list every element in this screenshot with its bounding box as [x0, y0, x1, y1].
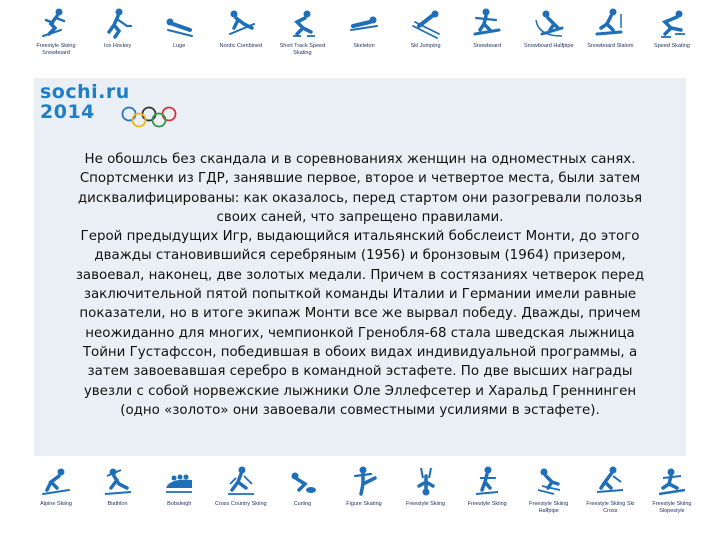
sport-item — [398, 464, 454, 514]
sport-item — [398, 6, 454, 56]
article-text — [40, 150, 680, 420]
text-line: Тойни Густафссон, победившая в обоих видах индивидуальной программы, а — [82, 344, 638, 360]
bobsleigh-icon — [162, 464, 196, 498]
sport-label: Figure Skating — [346, 501, 382, 507]
speed-skating-icon — [655, 6, 689, 40]
sport-label: Biathlon — [107, 501, 128, 507]
sport-item — [274, 464, 330, 514]
sport-label: Luge — [173, 43, 186, 49]
sport-label: Snowboard Slalom — [587, 43, 634, 49]
text-line: показатели, но в итоге экипаж Монти все же вырвал победу. Дважды, причем — [79, 306, 641, 322]
nordic-combined-icon — [224, 6, 258, 40]
sport-item — [644, 464, 700, 514]
sochi-2014-logo — [40, 82, 180, 130]
sport-item — [336, 464, 392, 514]
sport-item — [274, 6, 330, 56]
sport-item — [151, 6, 207, 56]
sport-label: Freestyle Skiing — [405, 501, 446, 507]
snowboard-halfpipe-icon — [532, 6, 566, 40]
bottom-sports-row — [28, 464, 700, 514]
sport-label: Freestyle Skiing Snowboard — [36, 43, 76, 56]
sport-item — [459, 6, 515, 56]
sport-item — [213, 6, 269, 56]
freestyle-halfpipe-icon — [532, 464, 566, 498]
sport-item — [151, 464, 207, 514]
figure-skating-icon — [347, 464, 381, 498]
sport-label: Alpine Skiing — [40, 501, 72, 507]
olympic-rings-icon — [120, 106, 178, 128]
sport-item — [521, 464, 577, 514]
freestyle-aerials-icon — [409, 464, 443, 498]
sport-label: Freestyle Skiing Halfpipe — [529, 501, 569, 514]
sport-item — [213, 464, 269, 514]
text-line: Не обошлсь без скандала и в соревнованиях женщин на одноместных санях. — [84, 152, 636, 167]
cross-country-icon — [224, 464, 258, 498]
ski-jumping-icon — [409, 6, 443, 40]
logo-line-2: 2014 — [40, 101, 95, 123]
sport-label: Ice Hockey — [103, 43, 132, 49]
sport-item — [28, 464, 84, 514]
sport-item — [90, 464, 146, 514]
biathlon-icon — [101, 464, 135, 498]
text-line: Спортсменки из ГДР, занявшие первое, второе и четвертое места, были затем — [79, 171, 641, 187]
sport-label: Snowboard Halfpipe — [523, 43, 574, 49]
snowboard-slalom-icon — [593, 6, 627, 40]
curling-icon — [285, 464, 319, 498]
sport-label: Curling — [293, 501, 312, 507]
sport-label: Bobsleigh — [167, 501, 192, 507]
text-line: затем завоевавшая серебро в командной эстафете. По две высших награды — [87, 364, 633, 380]
sport-item — [459, 464, 515, 514]
sport-item — [644, 6, 700, 56]
sport-item — [90, 6, 146, 56]
sport-label: Speed Skating — [654, 43, 690, 49]
sport-item — [582, 6, 638, 56]
sport-label: Skeleton — [353, 43, 375, 49]
skeleton-icon — [347, 6, 381, 40]
text-line: завоевал, наконец, две золотых медали. Причем в состязаниях четверок перед — [75, 267, 645, 283]
luge-icon — [162, 6, 196, 40]
logo-line-1: sochi.ru — [40, 81, 130, 103]
sport-item — [582, 464, 638, 514]
sport-item — [336, 6, 392, 56]
top-sports-row — [28, 6, 700, 56]
text-line: дисквалифицированы: как оказалось, перед стартом они разогревали полозья — [77, 190, 643, 206]
sport-label: Ski Jumping — [410, 43, 441, 49]
freestyle-skiing-icon — [39, 6, 73, 40]
ski-cross-icon — [593, 464, 627, 498]
short-track-icon — [285, 6, 319, 40]
sport-label: Freestyle Skiing Slopestyle — [652, 501, 692, 514]
sport-item — [521, 6, 577, 56]
ice-hockey-icon — [101, 6, 135, 40]
text-line: Герой предыдущих Игр, выдающийся итальянский бобслеист Монти, до этого — [80, 229, 640, 245]
text-line: неожиданно для многих, чемпионкой Гренобля-68 стала шведская лыжница — [85, 325, 635, 341]
sport-label: Short Track Speed Skating — [279, 43, 326, 56]
sport-item — [28, 6, 84, 56]
text-line: заключительной пятой попыткой команды Италии и Германии имели равные — [83, 287, 637, 303]
text-line: увезли с собой норвежские лыжники Оле Эллефсетер и Харальд Греннинген — [83, 383, 637, 399]
freestyle-moguls-icon — [470, 464, 504, 498]
text-line: (одно «золото» они завоевали совместными усилиями в эстафете). — [120, 402, 600, 418]
sport-label: Freestyle Skiing Ski Cross — [586, 501, 635, 514]
sport-label: Freestyle Skiing — [467, 501, 507, 507]
sport-label: Snowboard — [473, 43, 502, 49]
text-line: дважды становившийся серебряным (1956) и бронзовым (1964) призером, — [94, 248, 626, 264]
text-line: своих саней, что запрещено правилами. — [216, 209, 504, 225]
slopestyle-icon — [655, 464, 689, 498]
snowboard-icon — [470, 6, 504, 40]
sport-label: Nordic Combined — [219, 43, 263, 49]
sport-label: Cross Country Skiing — [214, 501, 267, 507]
alpine-skiing-icon — [39, 464, 73, 498]
